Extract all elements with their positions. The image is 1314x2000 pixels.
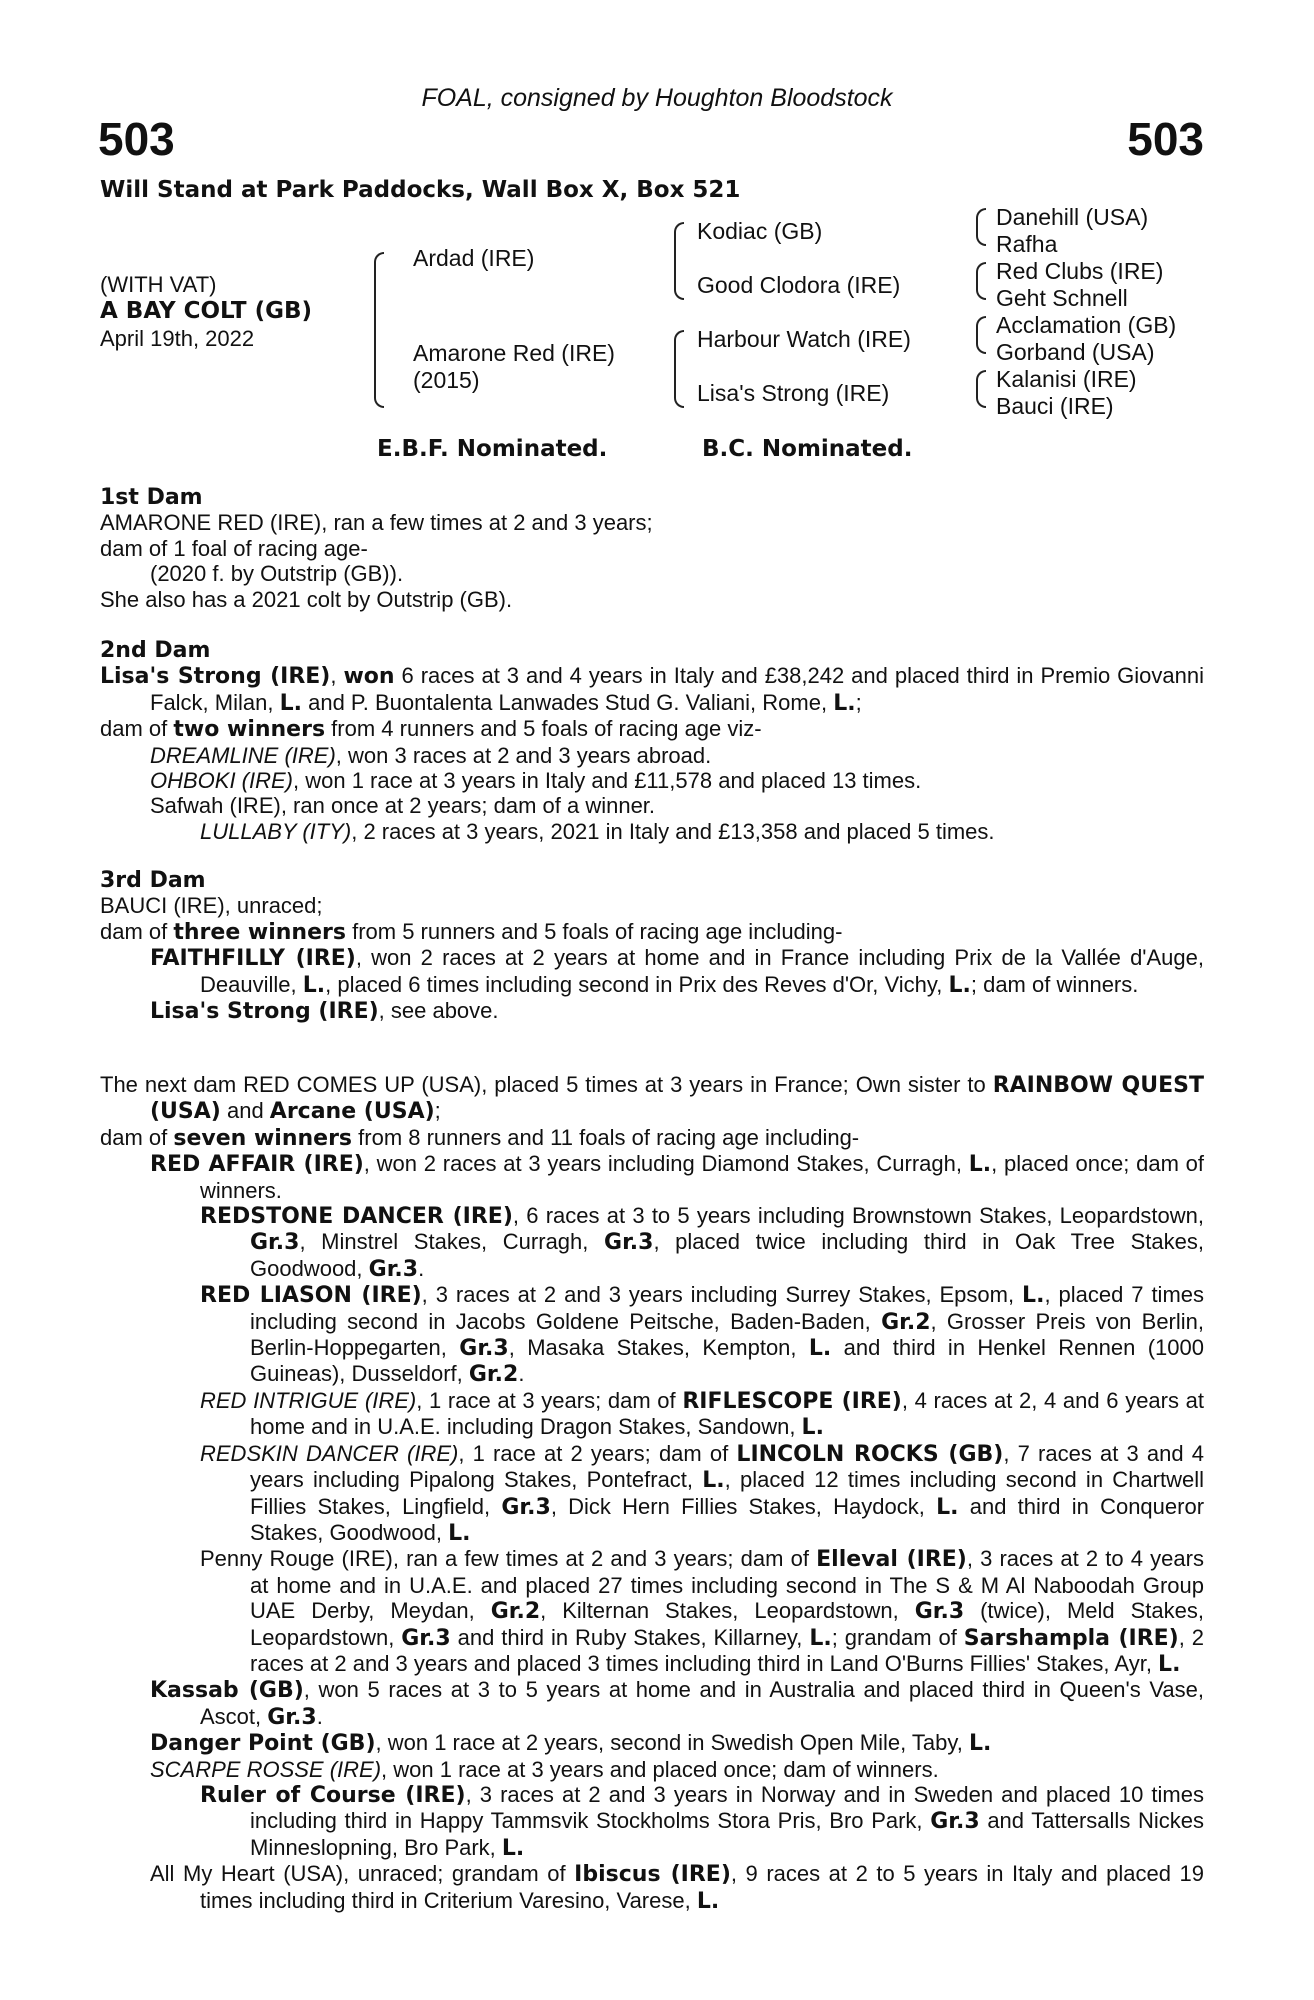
produce-entry: Penny Rouge (IRE), ran a few times at 2 and 3 years; dam of Elleval (IRE), 3 races at 2 to 4 years at home and in U.A.E. and placed 27 times including second in The S & M Al Naboodah Group UAE Derby, Meydan, Gr.2, Kilternan Stakes, Leopardstown, Gr.3 (twice), Meld Stakes, Leopardstown, Gr.3 and third in Ruby Stakes, Killarney, L.; grandam of Sarshampla (IRE), 2 races at 2 and 3 years and placed 3 times including third in Land O'Burns Fillies' Stakes, Ayr, L. (200, 1546, 1205, 1677)
pedigree-brace-dam (674, 330, 684, 408)
produce-entry: Danger Point (GB), won 1 race at 2 years, second in Swedish Open Mile, Taby, L. (150, 1730, 992, 1757)
second-dam-heading: 2nd Dam (100, 638, 211, 663)
pedigree-sdd: Geht Schnell (996, 285, 1128, 311)
first-dam-line: She also has a 2021 colt by Outstrip (GB). (100, 586, 513, 612)
pedigree-sds: Red Clubs (IRE) (996, 258, 1164, 284)
pedigree-sire-sire: Kodiac (GB) (697, 218, 823, 244)
vat-label: (WITH VAT) (100, 272, 217, 297)
first-dam-line: dam of 1 foal of racing age- (100, 535, 368, 561)
produce-entry: OHBOKI (IRE), won 1 race at 3 years in Italy and £11,578 and placed 13 times. (150, 768, 922, 794)
pedigree-brace-g3 (976, 316, 986, 354)
foaling-date: April 19th, 2022 (100, 326, 255, 351)
pedigree-brace-main (374, 252, 384, 408)
produce-entry: DREAMLINE (IRE), won 3 races at 2 and 3 years abroad. (150, 742, 712, 768)
produce-entry: Ruler of Course (IRE), 3 races at 2 and 3 years in Norway and in Sweden and placed 10 times including third in Happy Tammsvik Stockholms Stora Pris, Bro Park, Gr.3 and Tattersalls Nickes Minneslopning, Bro Park, L. (200, 1781, 1204, 1861)
bc-nomination: B.C. Nominated. (702, 436, 913, 462)
next-dam-section (100, 1072, 1204, 1914)
pedigree-ssd: Rafha (996, 231, 1058, 257)
ebf-nomination: E.B.F. Nominated. (377, 436, 608, 462)
second-dam-produce-line: dam of two winners from 4 runners and 5 foals of racing age viz- (100, 716, 762, 743)
pedigree-ddd: Bauci (IRE) (996, 393, 1114, 419)
lot-number-left: 503 (98, 113, 175, 165)
pedigree-dam-sire: Harbour Watch (IRE) (697, 326, 911, 352)
first-dam-line: AMARONE RED (IRE), ran a few times at 2 and 3 years; (100, 510, 653, 536)
second-dam-section (100, 638, 1204, 844)
pedigree-sss: Danehill (USA) (996, 204, 1149, 230)
third-dam-section (100, 868, 1204, 1024)
horse-name: Lisa's Strong (IRE) (100, 664, 331, 690)
first-dam-section (100, 485, 1204, 612)
pedigree-brace-g4 (976, 370, 986, 408)
produce-entry: Safwah (IRE), ran once at 2 years; dam of a winner. (150, 793, 656, 819)
produce-entry: RED AFFAIR (IRE), won 2 races at 3 years including Diamond Stakes, Curragh, L., placed once; dam of winners. (150, 1151, 1204, 1203)
stabling-line: Will Stand at Park Paddocks, Wall Box X, Box 521 (100, 177, 741, 203)
pedigree-dam-year: (2015) (413, 367, 480, 393)
second-dam-record: Lisa's Strong (IRE), won 6 races at 3 and 4 years in Italy and £38,242 and placed third in Premio Giovanni Falck, Milan, L. and P. Buontalenta Lanwades Stud G. Valiani, Rome, L.; (100, 663, 1204, 716)
first-dam-produce: (2020 f. by Outstrip (GB)). (150, 561, 404, 587)
pedigree-sire: Ardad (IRE) (413, 245, 535, 271)
lot-number-right: 503 (1127, 113, 1204, 165)
produce-entry: FAITHFILLY (IRE), won 2 races at 2 years at home and in France including Prix de la Vallée d'Auge, Deauville, L., placed 6 times including second in Prix des Reves d'Or, Vichy, L.; dam of winners. (150, 945, 1205, 998)
pedigree-dam: Amarone Red (IRE) (413, 340, 615, 366)
first-dam-heading: 1st Dam (100, 485, 203, 510)
pedigree-dds: Kalanisi (IRE) (996, 366, 1137, 392)
next-dam-produce-line: dam of seven winners from 8 runners and 11 foals of racing age including- (100, 1124, 860, 1151)
third-dam-line: BAUCI (IRE), unraced; (100, 893, 323, 919)
produce-entry: Kassab (GB), won 5 races at 3 to 5 years at home and in Australia and placed third in Queen's Vase, Ascot, Gr.3. (150, 1677, 1204, 1730)
produce-entry: RED INTRIGUE (IRE), 1 race at 3 years; dam of RIFLESCOPE (IRE), 4 races at 2, 4 and 6 years at home and in U.A.E. including Dragon Stakes, Sandown, L. (200, 1387, 1205, 1441)
produce-entry: REDSKIN DANCER (IRE), 1 race at 2 years; dam of LINCOLN ROCKS (GB), 7 races at 3 and 4 years including Pipalong Stakes, Pontefract, L., placed 12 times including second in Chartwell Fillies Stakes, Lingfield, Gr.3, Dick Hern Fillies Stakes, Haydock, L. and third in Conqueror Stakes, Goodwood, L. (200, 1440, 1205, 1546)
third-dam-produce-line: dam of three winners from 5 runners and 5 foals of racing age including- (100, 918, 843, 945)
produce-entry: RED LIASON (IRE), 3 races at 2 and 3 years including Surrey Stakes, Epsom, L., placed 7 times including second in Jacobs Goldene Peitsche, Baden-Baden, Gr.2, Grosser Preis von Berlin, Berlin-Hoppegarten, Gr.3, Masaka Stakes, Kempton, L. and third in Henkel Rennen (1000 Guineas), Dusseldorf, Gr.2. (200, 1282, 1205, 1388)
third-dam-heading: 3rd Dam (100, 868, 206, 893)
pedigree-brace-g2 (976, 262, 986, 300)
pedigree-brace-g1 (976, 208, 986, 246)
pedigree-dss: Acclamation (GB) (996, 312, 1177, 338)
horse-name: A BAY COLT (GB) (100, 298, 313, 324)
produce-entry: REDSTONE DANCER (IRE), 6 races at 3 to 5 years including Brownstown Stakes, Leopardstown, Gr.3, Minstrel Stakes, Curragh, Gr.3, placed twice including third in Oak Tree Stakes, Goodwood, Gr.3. (200, 1203, 1205, 1282)
pedigree-brace-sire (674, 222, 684, 300)
consignor-line: FOAL, consigned by Houghton Bloodstock (421, 84, 893, 112)
produce-entry: SCARPE ROSSE (IRE), won 1 race at 3 years and placed once; dam of winners. (150, 1756, 939, 1782)
pedigree-dam-dam: Lisa's Strong (IRE) (697, 380, 890, 406)
pedigree-dsd: Gorband (USA) (996, 339, 1155, 365)
produce-entry: LULLABY (ITY), 2 races at 3 years, 2021 in Italy and £13,358 and placed 5 times. (200, 818, 995, 844)
next-dam-record: The next dam RED COMES UP (USA), placed 5 times at 3 years in France; Own sister to RAINBOW QUEST (USA) and Arcane (USA); (100, 1072, 1204, 1125)
produce-entry: Lisa's Strong (IRE), see above. (150, 998, 499, 1025)
produce-entry: All My Heart (USA), unraced; grandam of Ibiscus (IRE), 9 races at 2 to 5 years in Italy and placed 19 times including third in Criterium Varesino, Varese, L. (150, 1861, 1205, 1914)
pedigree-sire-dam: Good Clodora (IRE) (697, 272, 901, 298)
